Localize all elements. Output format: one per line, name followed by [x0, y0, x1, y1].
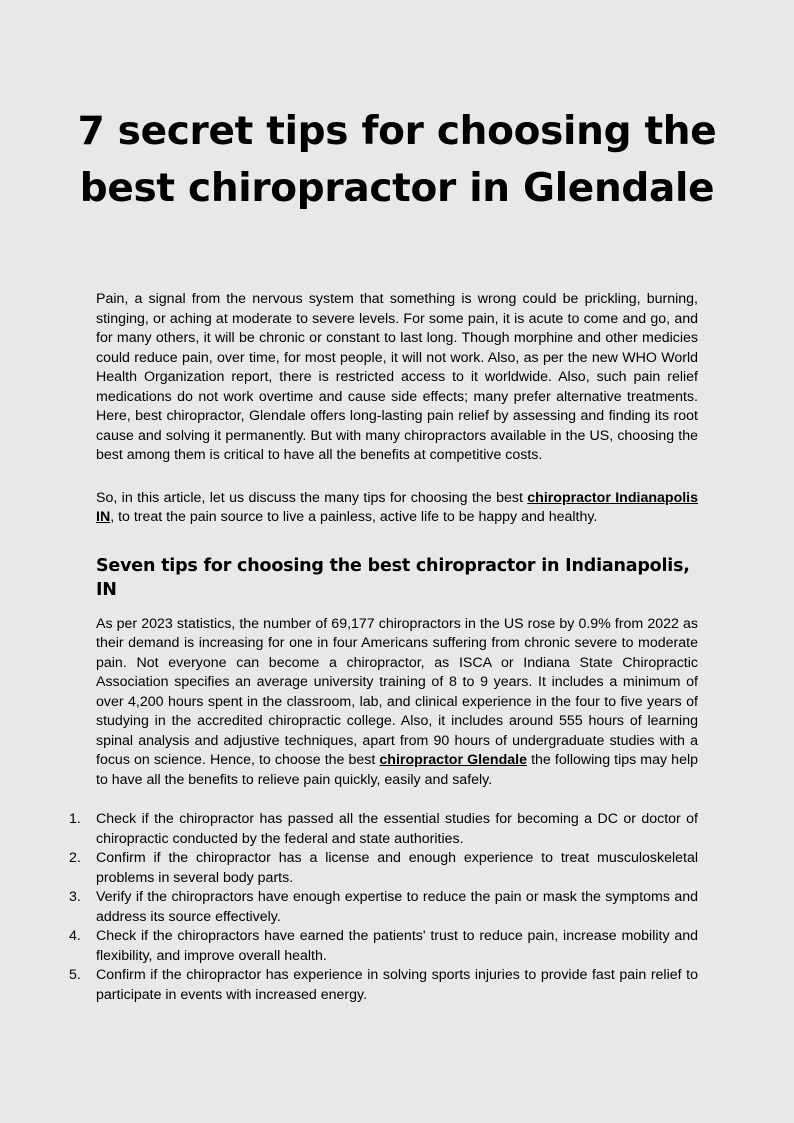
list-item-text: Check if the chiropractor has passed all the essential studies for becoming a DC or doctor of chiropractic conducted by the federal and state authorities. — [96, 811, 698, 847]
list-item-text: Check if the chiropractors have earned the patients' trust to reduce pain, increase mobility and flexibility, and improve overall health. — [96, 928, 698, 964]
chiropractor-glendale-link[interactable]: chiropractor Glendale — [379, 752, 527, 768]
tips-list — [69, 810, 698, 1005]
list-item — [69, 810, 698, 849]
summary-text-before: So, in this article, let us discuss the many tips for choosing the best — [96, 489, 528, 506]
list-item — [69, 849, 698, 888]
list-item-number: 3. — [69, 889, 81, 905]
list-item-text: Confirm if the chiropractor has a license and enough experience to treat musculoskeletal problems in several body parts. — [96, 850, 698, 886]
list-item — [69, 888, 698, 927]
list-item-number: 1. — [69, 811, 81, 827]
article-body — [69, 290, 699, 1005]
summary-paragraph — [96, 489, 698, 528]
list-item — [69, 927, 698, 966]
list-item-number: 5. — [69, 967, 81, 983]
statistics-text-before: As per 2023 statistics, the number of 69,177 chiropractors in the US rose by 0.9% from 2022 as their demand is increasing for one in four Americans suffering from chronic severe to moderate pain. Not everyone can become a chiropractor, as ISCA or Indiana State Chiropractic Association specifies an average university training of 8 to 9 years. It includes a minimum of over 4,200 hours spent in the classroom, lab, and clinical experience in the four to five years of studying in the accredited chiropractic college. Also, it includes around 555 hours of learning spinal analysis and adjustive techniques, apart from 90 hours of undergraduate studies with a focus on science. Hence, to choose the best — [96, 615, 698, 768]
list-item-number: 4. — [69, 928, 81, 944]
statistics-paragraph — [96, 615, 698, 791]
summary-text-after: , to treat the pain source to live a painless, active life to be happy and healthy. — [110, 509, 598, 525]
section-heading: Seven tips for choosing the best chiropractor in Indianapolis, IN — [96, 555, 690, 600]
list-item-text: Verify if the chiropractors have enough expertise to reduce the pain or mask the symptoms and address its source effectively. — [96, 889, 698, 925]
intro-paragraph: Pain, a signal from the nervous system that something is wrong could be prickling, burning, stinging, or aching at moderate to severe levels. For some pain, it is acute to come and go, and for many others, it will be chronic or constant to last long. Though morphine and other medicies could reduce pain, over time, for most people, it will not work. Also, as per the new WHO World Health Organization report, there is restricted access to it worldwide. Also, such pain relief medications do not work overtime and cause side effects; many prefer alternative treatments. Here, best chiropractor, Glendale offers long-lasting pain relief by assessing and finding its root cause and solving it permanently. But with many chiropractors available in the US, choosing the best among them is critical to have all the benefits at competitive costs. — [96, 291, 698, 463]
list-item — [69, 966, 698, 1005]
chiropractor-indianapolis-link[interactable]: chiropractor Indianapolis IN — [96, 489, 699, 525]
statistics-text-after: the following tips may help to have all the benefits to relieve pain quickly, easily and safely. — [96, 752, 699, 788]
page-title: 7 secret tips for choosing the best chiropractor in Glendale — [77, 109, 717, 211]
list-item-text: Confirm if the chiropractor has experience in solving sports injuries to provide fast pain relief to participate in events with increased energy. — [96, 967, 698, 1003]
list-item-number: 2. — [69, 850, 81, 866]
